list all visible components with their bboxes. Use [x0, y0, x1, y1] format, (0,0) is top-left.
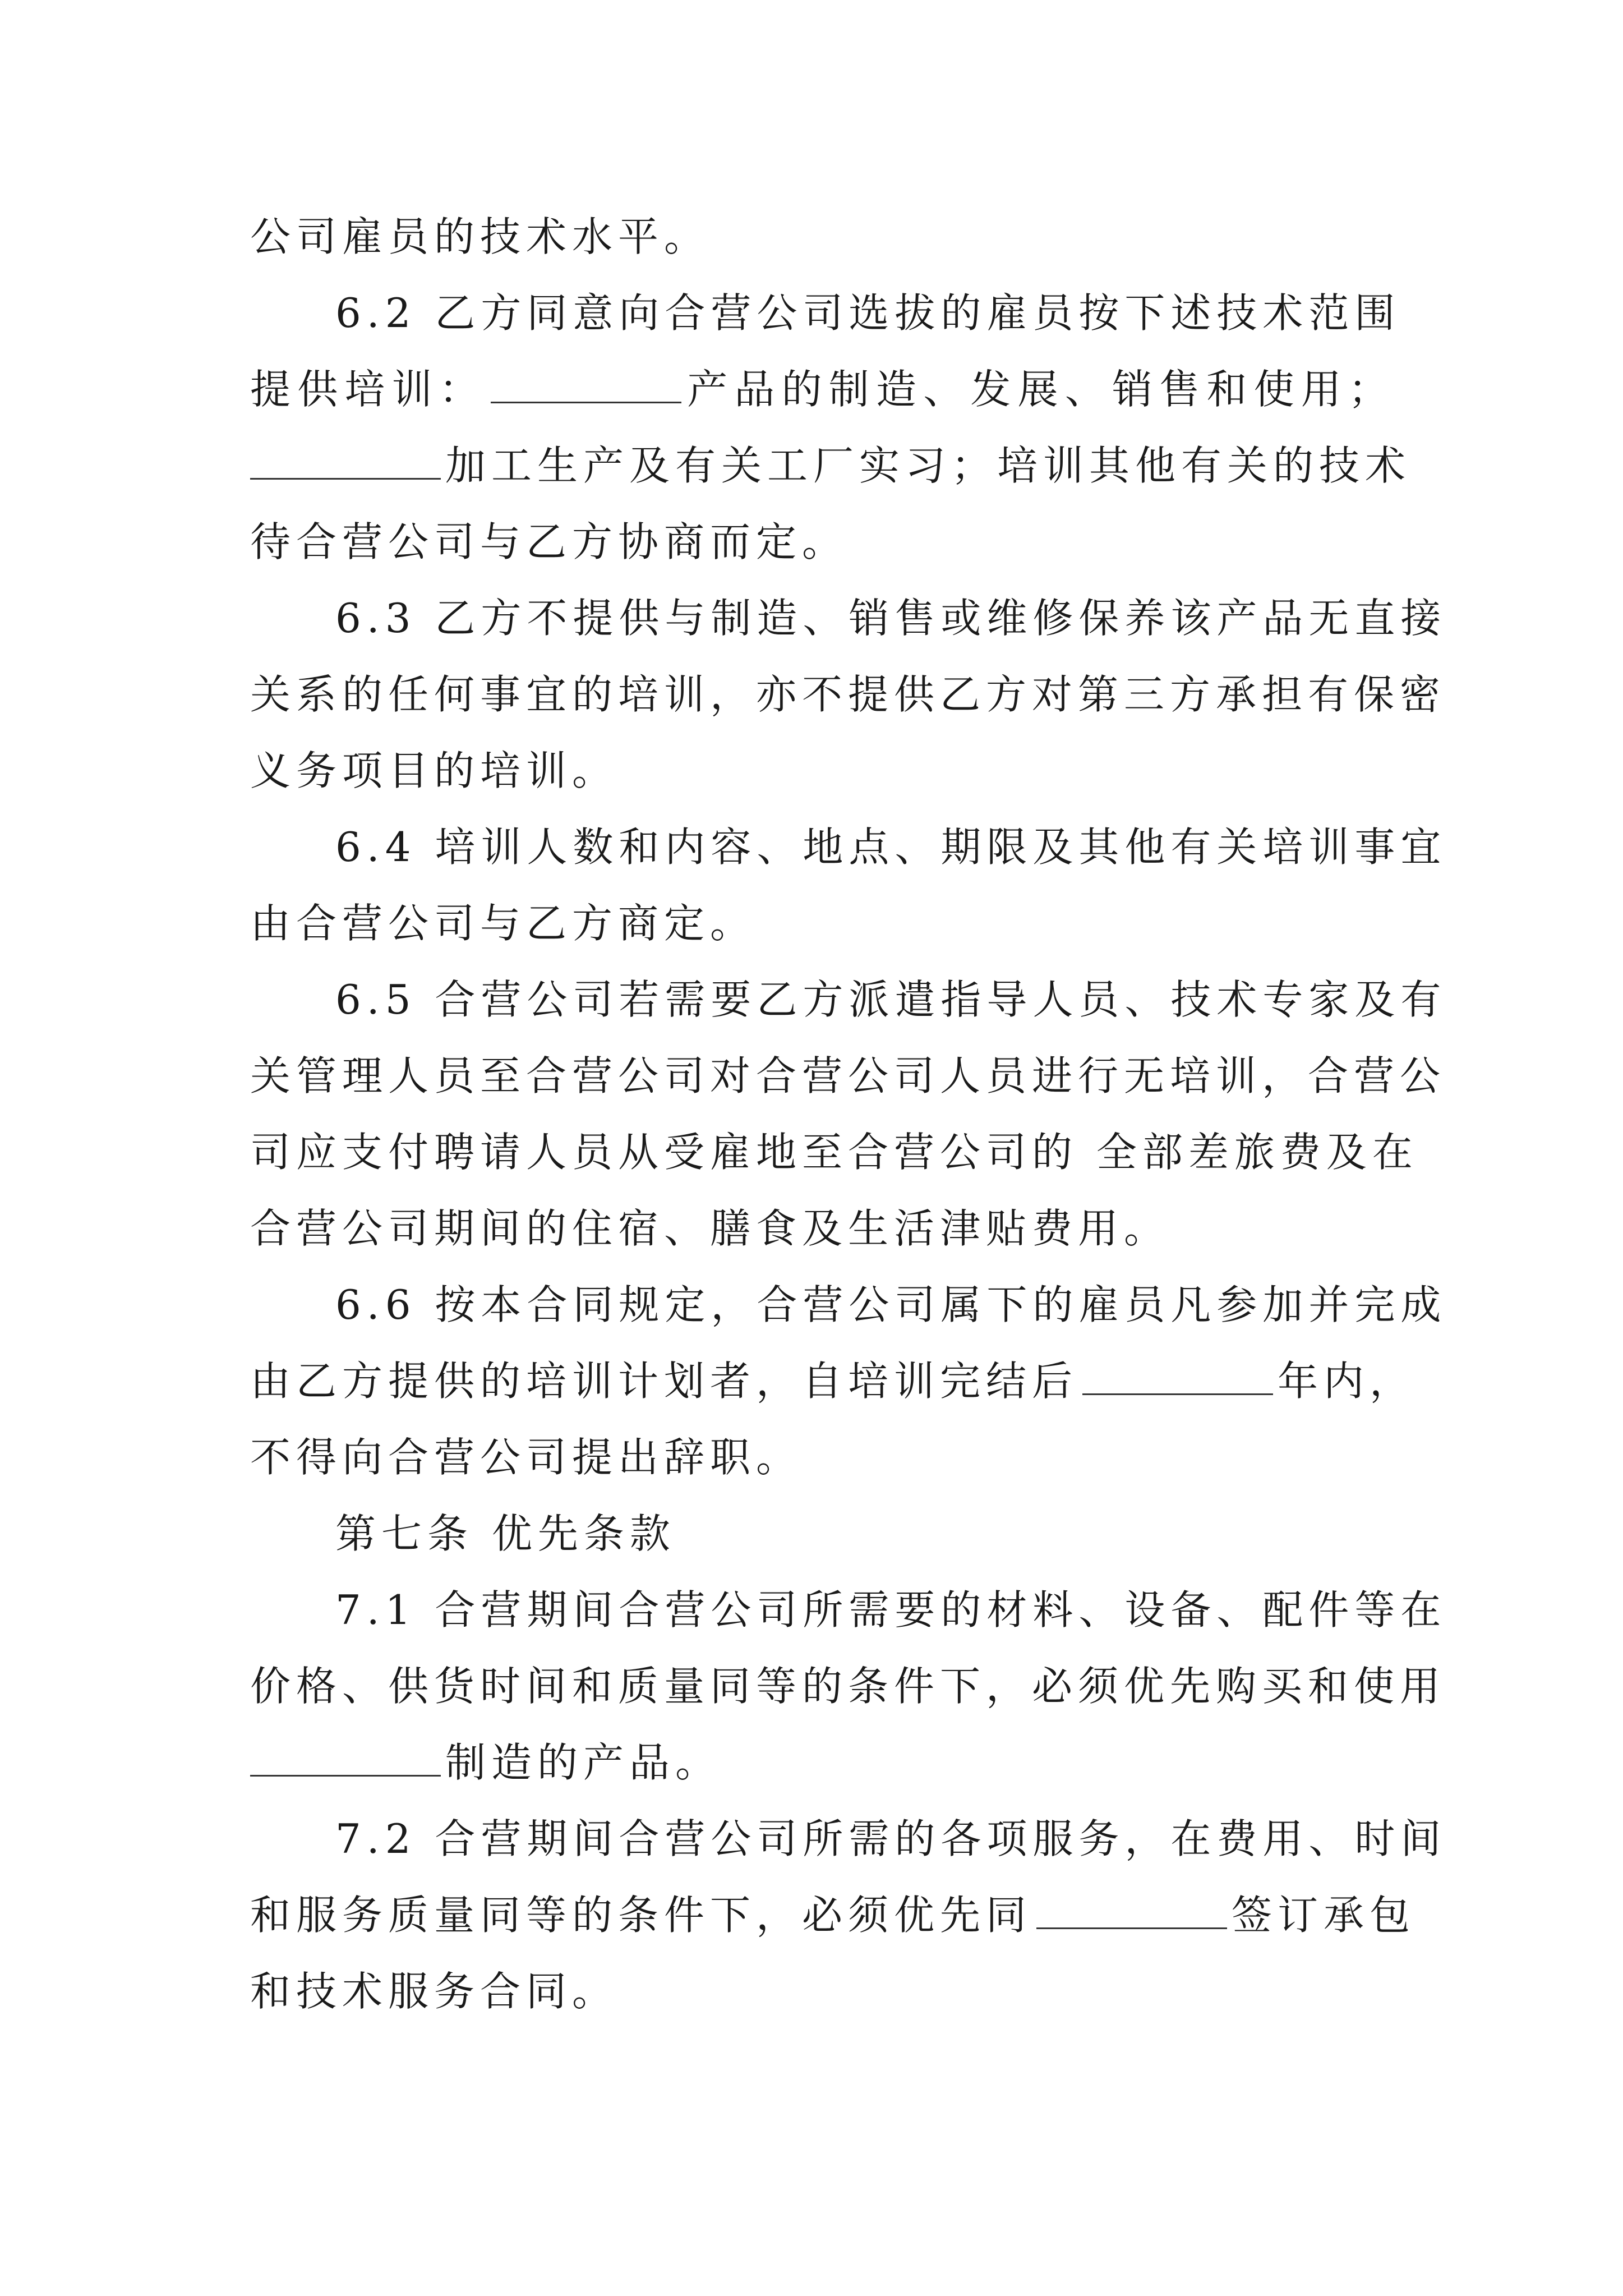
paragraph-line: [250, 1429, 1394, 1485]
paragraph-line: [250, 1734, 1394, 1791]
paragraph-line: [250, 1887, 1416, 1943]
fill-in-blank[interactable]: [491, 361, 681, 403]
paragraph-line: [250, 1200, 1394, 1257]
clause-6-5-heading: [335, 972, 1447, 1028]
paragraph-line: [250, 895, 1394, 951]
line-text: 价格、供货时间和质量同等的条件下，必须优先购买和使用: [250, 1663, 1446, 1710]
line-text: 公司雇员的技术水平。: [250, 213, 711, 260]
line-text: 由合营公司与乙方商定。: [250, 900, 757, 947]
clause-6-4-heading: [335, 819, 1447, 875]
line-text: 关管理人员至合营公司对合营公司人员进行无培训，合营公: [250, 1052, 1446, 1099]
line-text: 产品的制造、发展、销售和使用；: [686, 366, 1394, 413]
fill-in-blank[interactable]: [250, 438, 441, 480]
paragraph-line: [250, 438, 1412, 494]
clause-6-6-heading: [335, 1277, 1447, 1333]
paragraph-line: [250, 514, 1394, 570]
clause-6-2-heading: [335, 285, 1401, 341]
line-text: 司应支付聘请人员从受雇地至合营公司的 全部差旅费及在: [250, 1129, 1418, 1176]
section-heading: 第七条 优先条款: [335, 1510, 676, 1557]
line-text: 提供培训：: [250, 366, 486, 413]
line-text: 和服务质量同等的条件下，必须优先同: [250, 1892, 1032, 1939]
line-text: 年内，: [1278, 1358, 1416, 1405]
fill-in-blank[interactable]: [1036, 1887, 1227, 1929]
paragraph-line: [250, 361, 1394, 417]
line-text: 合营公司期间的住宿、膳食及生活津贴费用。: [250, 1205, 1170, 1252]
line-text: 不得向合营公司提出辞职。: [250, 1434, 803, 1481]
article-7-title: [335, 1506, 1394, 1562]
paragraph-line: [250, 666, 1446, 723]
line-text: 6.6 按本合同规定，合营公司属下的雇员凡参加并完成: [335, 1281, 1447, 1328]
line-text: 加工生产及有关工厂实习；培训其他有关的技术: [445, 442, 1412, 489]
fill-in-blank[interactable]: [1082, 1353, 1273, 1395]
paragraph-line: [250, 1353, 1416, 1409]
line-text: 关系的任何事宜的培训，亦不提供乙方对第三方承担有保密: [250, 671, 1446, 718]
line-text: 7.2 合营期间合营公司所需的各项服务，在费用、时间: [335, 1815, 1447, 1862]
paragraph-line: [250, 743, 1394, 799]
line-text: 待合营公司与乙方协商而定。: [250, 518, 849, 565]
line-text: 义务项目的培训。: [250, 747, 619, 794]
line-text: 6.4 培训人数和内容、地点、期限及其他有关培训事宜: [335, 823, 1447, 871]
line-text: 7.1 合营期间合营公司所需要的材料、设备、配件等在: [335, 1586, 1447, 1634]
line-text: 制造的产品。: [445, 1739, 722, 1786]
line-text: 6.2 乙方同意向合营公司选拔的雇员按下述技术范围: [335, 289, 1401, 337]
clause-6-3-heading: [335, 590, 1447, 646]
line-text: 由乙方提供的培训计划者，自培训完结后: [250, 1358, 1078, 1405]
line-text: 和技术服务合同。: [250, 1968, 619, 2015]
paragraph-line: [250, 209, 1394, 265]
paragraph-line: [250, 1658, 1446, 1714]
line-text: 6.3 乙方不提供与制造、销售或维修保养该产品无直接: [335, 595, 1447, 642]
line-text: 签订承包: [1232, 1892, 1416, 1939]
paragraph-line: [250, 1963, 1394, 2019]
clause-7-1-heading: [335, 1582, 1447, 1638]
line-text: 6.5 合营公司若需要乙方派遣指导人员、技术专家及有: [335, 976, 1447, 1023]
fill-in-blank[interactable]: [250, 1734, 441, 1777]
clause-7-2-heading: [335, 1811, 1447, 1867]
paragraph-line: [250, 1124, 1418, 1180]
paragraph-line: [250, 1048, 1446, 1104]
